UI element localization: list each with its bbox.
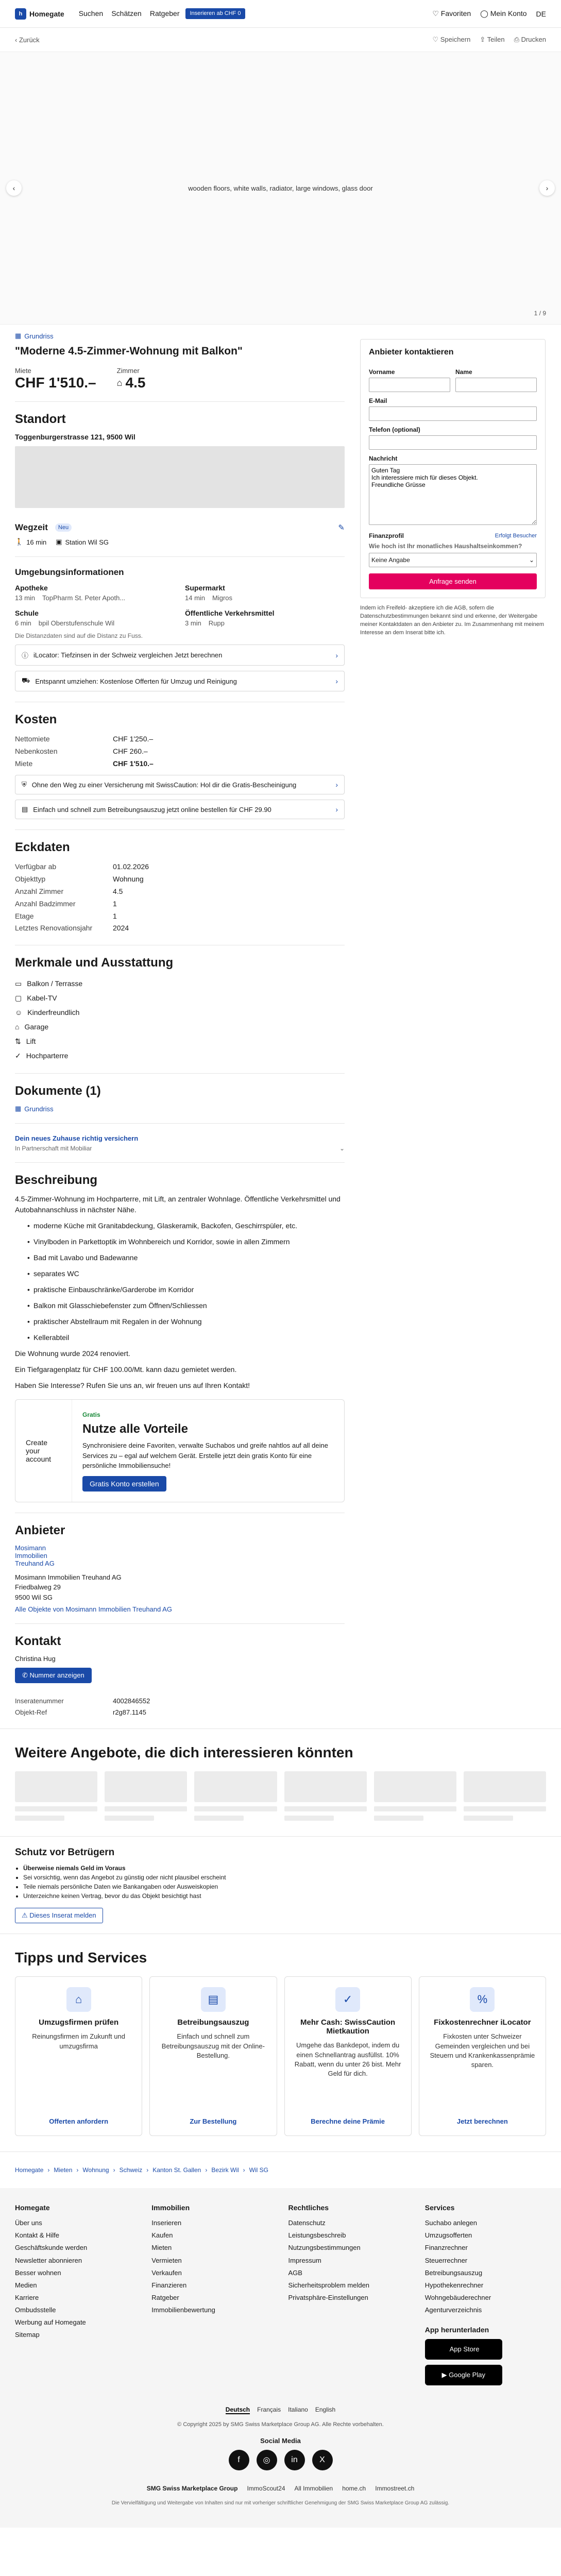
child-icon: ☺ bbox=[15, 1008, 23, 1017]
breadcrumb-item[interactable]: Kanton St. Gallen bbox=[152, 2166, 201, 2174]
balcony-icon: ▭ bbox=[15, 979, 22, 988]
footer-link[interactable]: Sitemap bbox=[15, 2330, 40, 2338]
breadcrumb-item[interactable]: Mieten bbox=[54, 2166, 73, 2174]
feature-row: Verfügbar ab 01.02.2026 bbox=[15, 862, 149, 871]
document-icon: ▤ bbox=[22, 805, 28, 814]
footer-link[interactable]: Medien bbox=[15, 2281, 37, 2289]
info-icon: ⓘ bbox=[22, 652, 29, 659]
floorplan-link[interactable]: ▦ Grundriss bbox=[15, 332, 54, 340]
rent-value: CHF 1'510.– bbox=[15, 375, 96, 391]
description-bullet: • praktischer Abstellraum mit Regalen in der Wohnung bbox=[27, 1316, 345, 1327]
contact-form: Anbieter kontaktieren Vorname Name E-Mail Telefon (optional) Nachricht Guten Tag Ich interessiere mich für dieses Objekt. Freundliche Grüsse Finanzprofil Erfolgt Besucher Wie hoch ist Ihr monatliches Haushaltseinkommen? Keine Angabe ⌄ Anfrage senden bbox=[360, 339, 546, 598]
firstname-input[interactable] bbox=[369, 378, 450, 392]
ref-row: Objekt-Ref r2g87.1145 bbox=[15, 1708, 146, 1717]
google-play-button[interactable]: ▶ Google Play bbox=[425, 2365, 502, 2385]
breadcrumb-item[interactable]: Schweiz bbox=[119, 2166, 143, 2174]
footer-link[interactable]: Finanzieren bbox=[151, 2281, 187, 2289]
tip-card[interactable]: ▤ Betreibungsauszug Einfach und schnell zum Betreibungsauszug mit der Online-Bestellung. Zur Bestellung bbox=[149, 1976, 277, 2136]
truck-icon: ⛟ bbox=[22, 676, 30, 684]
feature-row: Anzahl Zimmer 4.5 bbox=[15, 887, 123, 895]
warning-icon: ⚠ bbox=[22, 1911, 28, 1920]
lang-en[interactable]: English bbox=[315, 2405, 336, 2413]
account-link[interactable]: ◯ Mein Konto bbox=[480, 9, 527, 18]
amenity-item: Öffentliche Verkehrsmittel 3 min Rupp bbox=[185, 609, 275, 627]
contact-heading: Kontakt bbox=[15, 1634, 61, 1649]
fraud-tip: • Sei vorsichtig, wenn das Angebot zu günstig oder nicht plausibel erscheint bbox=[23, 1873, 546, 1882]
footer-link[interactable]: Sicherheitsproblem melden bbox=[288, 2281, 370, 2289]
new-badge: Neu bbox=[55, 523, 72, 532]
footer-link[interactable]: AGB bbox=[288, 2268, 302, 2277]
tip-card[interactable]: ⌂ Umzugsfirmen prüfen Reinungsfirmen im Zukunft und umzugsfirma Offerten anfordern bbox=[15, 1976, 142, 2136]
footer-link[interactable]: Umzugsofferten bbox=[424, 2231, 472, 2240]
lastname-input[interactable] bbox=[455, 378, 537, 392]
footer-link[interactable]: Verkaufen bbox=[151, 2268, 182, 2277]
address: Toggenburgerstrasse 121, 9500 Wil bbox=[15, 433, 135, 441]
features-heading: Eckdaten bbox=[15, 840, 70, 855]
calculator-icon: % bbox=[470, 1987, 495, 2012]
feature-row: Letztes Renovationsjahr 2024 bbox=[15, 924, 129, 933]
cost-row: Nettomiete CHF 1'250.– bbox=[15, 735, 154, 743]
footer-link[interactable]: Über uns bbox=[15, 2219, 42, 2227]
footer-link[interactable]: Impressum bbox=[288, 2256, 321, 2264]
social-heading: Social Media bbox=[260, 2436, 301, 2445]
lift-icon: ⇅ bbox=[15, 1037, 21, 1046]
instagram-icon[interactable]: ◎ bbox=[257, 2450, 277, 2470]
breadcrumb: Homegate › Mieten › Wohnung › Schweiz › Kanton St. Gallen › Bezirk Wil › Wil SG bbox=[0, 2151, 561, 2188]
lang-it[interactable]: Italiano bbox=[288, 2405, 308, 2413]
tip-link[interactable]: Jetzt berechnen bbox=[456, 2117, 508, 2126]
provider-address: Mosimann Immobilien Treuhand AG bbox=[15, 1573, 122, 1581]
description-paragraph: Ein Tiefgaragenplatz für CHF 100.00/Mt. kann dazu gemietet werden. bbox=[15, 1365, 237, 1374]
description-bullet: • Bad mit Lavabo und Badewanne bbox=[27, 1252, 345, 1263]
feature-row: Objekttyp Wohnung bbox=[15, 875, 144, 884]
footer-link[interactable]: Nutzungsbestimmungen bbox=[288, 2244, 361, 2252]
description-bullet: • moderne Küche mit Granitabdeckung, Glaskeramik, Backofen, Geschirrspüler, etc. bbox=[27, 1221, 345, 1231]
gallery-prev-icon[interactable]: ‹ bbox=[6, 180, 22, 196]
account-promo bbox=[15, 1399, 345, 1502]
rooms-value: 4.5 bbox=[125, 375, 146, 391]
chevron-right-icon: › bbox=[335, 651, 338, 659]
moving-promo[interactable]: ⛟ Entspannt umziehen: Kostenlose Offerten für Umzug und Reinigung › bbox=[15, 671, 345, 691]
ref-row: Inseratenummer 4002846552 bbox=[15, 1697, 150, 1705]
equipment-item: ✓ Hochparterre bbox=[15, 1048, 345, 1063]
description-bullet: • praktische Einbauschränke/Garderobe im Korridor bbox=[27, 1284, 345, 1295]
description-bullet: • separates WC bbox=[27, 1268, 345, 1279]
equipment-item: ▢ Kabel-TV bbox=[15, 991, 345, 1005]
inserieren-button[interactable]: Inserieren ab CHF 0 bbox=[185, 8, 245, 19]
submit-inquiry-button[interactable]: Anfrage senden bbox=[369, 573, 537, 589]
account-promo-label: Create your account bbox=[15, 1400, 72, 1502]
tip-card[interactable]: % Fixkostenrechner iLocator Fixkosten unter Schweizer Gemeinden vergleichen und bei Steuern und Krankenkassenprämie sparen. Jetzt berechnen bbox=[419, 1976, 546, 2136]
gallery-image-alt: wooden floors, white walls, radiator, large windows, glass door bbox=[188, 184, 373, 192]
amenity-item: Schule 6 min bpil Oberstufenschule Wil bbox=[15, 609, 115, 627]
description-bullet: • Kellerabteil bbox=[27, 1332, 345, 1343]
footer-link[interactable]: Besser wohnen bbox=[15, 2268, 61, 2277]
language-selector[interactable]: DE bbox=[536, 9, 546, 18]
equipment-item: ⌂ Garage bbox=[15, 1020, 345, 1034]
footer-link[interactable]: Werbung auf Homegate bbox=[15, 2318, 86, 2326]
chevron-right-icon: › bbox=[335, 781, 338, 789]
facebook-icon[interactable]: f bbox=[229, 2450, 249, 2470]
phone-input[interactable] bbox=[369, 435, 537, 450]
document-link[interactable]: ▦ Grundriss bbox=[15, 1105, 54, 1113]
offer-card-placeholder[interactable] bbox=[374, 1771, 456, 1821]
footer-link[interactable]: Datenschutz bbox=[288, 2219, 326, 2227]
footer-link[interactable]: Kaufen bbox=[151, 2231, 173, 2240]
tips-heading: Tipps und Services bbox=[15, 1950, 147, 1966]
footer-link[interactable]: Karriere bbox=[15, 2293, 39, 2301]
map[interactable] bbox=[15, 446, 345, 508]
report-listing-button[interactable]: ⚠ Dieses Inserat melden bbox=[15, 1908, 103, 1923]
ilocator-promo[interactable]: ⓘ iLocator: Tiefzinsen in der Schweiz vergleichen Jetzt berechnen › bbox=[15, 645, 345, 666]
group-link[interactable]: Immostreet.ch bbox=[375, 2484, 415, 2492]
description-heading: Beschreibung bbox=[15, 1173, 98, 1188]
footer-link[interactable]: Mieten bbox=[151, 2244, 172, 2252]
chevron-right-icon: › bbox=[335, 805, 338, 814]
document-icon: ▤ bbox=[201, 1987, 226, 2012]
account-promo-title: Nutze alle Vorteile bbox=[82, 1422, 188, 1436]
breadcrumb-item[interactable]: Wohnung bbox=[82, 2166, 109, 2174]
partner-text: In Partnerschaft mit Mobiliar bbox=[15, 1145, 92, 1153]
finance-link[interactable]: Erfolgt Besucher bbox=[495, 533, 537, 539]
tip-link[interactable]: Zur Bestellung bbox=[190, 2117, 237, 2126]
rooms-icon: ⌂ bbox=[116, 377, 123, 388]
feature-row: Anzahl Badzimmer 1 bbox=[15, 899, 117, 908]
footer-link[interactable]: Steuerrechner bbox=[424, 2256, 468, 2264]
footer-disclaimer: Die Vervielfältigung und Weitergabe von Inhalten sind nur mit vorheriger schriftlicher Genehmigung der SMG Swiss Marketplace Group AG zulässig. bbox=[111, 2500, 450, 2506]
footer-link[interactable]: Immobilienbewertung bbox=[151, 2306, 215, 2314]
email-input[interactable] bbox=[369, 406, 537, 421]
breadcrumb-item[interactable]: Wil SG bbox=[249, 2166, 268, 2174]
print-button[interactable]: ⎙ Drucken bbox=[514, 36, 546, 43]
nav-suchen[interactable]: Suchen bbox=[78, 9, 104, 18]
footer-link[interactable]: Ratgeber bbox=[151, 2293, 179, 2301]
offer-card-placeholder[interactable] bbox=[15, 1771, 97, 1821]
form-disclaimer: Indem ich Freifeld- akzeptiere ich die AGB, sofern die Datenschutzbestimmungen bekannt sind und erkenne, der Weitergabe meiner Kontaktdaten an den Anbieter zu. Im Zusammenhang mit meinem Interesse an dem Inserat bitte ich. bbox=[360, 605, 545, 636]
tv-icon: ▢ bbox=[15, 994, 22, 1003]
provider-all-listings-link[interactable]: Alle Objekte von Mosimann Immobilien Treuhand AG bbox=[15, 1605, 172, 1614]
free-tag: Gratis bbox=[82, 1411, 100, 1419]
more-offers-heading: Weitere Angebote, die dich interessieren könnten bbox=[15, 1744, 353, 1761]
footer-link[interactable]: Betreibungsauszug bbox=[424, 2268, 483, 2277]
train-icon: ▣ bbox=[56, 538, 62, 546]
copyright: © Copyright 2025 by SMG Swiss Marketplace Group AG. Alle Rechte vorbehalten. bbox=[177, 2421, 384, 2428]
commute-time: 16 min bbox=[26, 538, 47, 546]
favorites-link[interactable]: ♡ Favoriten bbox=[432, 9, 471, 18]
chevron-down-icon[interactable]: ⌄ bbox=[339, 1145, 345, 1153]
group-link[interactable]: ImmoScout24 bbox=[247, 2484, 285, 2492]
shield-icon: ⛨ bbox=[22, 781, 27, 789]
save-button[interactable]: ♡ Speichern bbox=[432, 36, 471, 43]
equipment-item: ⇅ Lift bbox=[15, 1034, 345, 1048]
fraud-tip: • Überweise niemals Geld im Voraus bbox=[23, 1863, 546, 1873]
group-link[interactable]: home.ch bbox=[342, 2484, 366, 2492]
equipment-heading: Merkmale und Ausstattung bbox=[15, 956, 174, 970]
footer-link[interactable]: Kontakt & Hilfe bbox=[15, 2231, 59, 2240]
provider-heading: Anbieter bbox=[15, 1523, 65, 1537]
document-icon: ▦ bbox=[15, 1105, 22, 1113]
show-number-button[interactable]: ✆ Nummer anzeigen bbox=[15, 1668, 92, 1683]
main-nav bbox=[79, 9, 186, 18]
equipment-item: ▭ Balkon / Terrasse bbox=[15, 976, 345, 991]
footer-link[interactable]: Ombudsstelle bbox=[15, 2306, 56, 2314]
nav-ratgeber[interactable]: Ratgeber bbox=[149, 9, 180, 18]
footer-link[interactable]: Suchabo anlegen bbox=[424, 2219, 477, 2227]
commute-destination: Station Wil SG bbox=[65, 538, 109, 546]
create-account-button[interactable]: Gratis Konto erstellen bbox=[82, 1476, 166, 1492]
footer-link[interactable]: Wohngebäuderechner bbox=[424, 2293, 491, 2301]
tip-card[interactable]: ✓ Mehr Cash: SwissCaution Mietkaution Umgehe das Bankdepot, indem du einen Schnellantrag ausfüllst. 10% Rabatt, wenn du unter 26 bist. Mehr Geld für dich. Berechne deine Prämie bbox=[284, 1976, 412, 2136]
top-header bbox=[0, 0, 561, 28]
fraud-tip: • Unterzeichne keinen Vertrag, bevor du das Objekt besichtigt hast bbox=[23, 1891, 546, 1901]
walk-icon: 🚶 bbox=[15, 538, 24, 546]
provider-name-link[interactable]: Mosimann Immobilien Treuhand AG bbox=[15, 1544, 55, 1567]
betreibung-promo[interactable]: ▤ Einfach und schnell zum Betreibungsauszug jetzt online bestellen für CHF 29.90 › bbox=[15, 800, 345, 819]
footer-link[interactable]: Leistungsbeschreib bbox=[288, 2231, 346, 2240]
income-select[interactable]: Keine Angabe ⌄ bbox=[369, 553, 537, 567]
back-link[interactable]: ‹ Zurück bbox=[15, 36, 40, 44]
rent-label: Miete bbox=[15, 367, 31, 375]
footer-link[interactable]: Newsletter abonnieren bbox=[15, 2256, 82, 2264]
cost-row: Nebenkosten CHF 260.– bbox=[15, 747, 148, 755]
lang-de[interactable]: Deutsch bbox=[225, 2405, 250, 2413]
x-icon[interactable]: X bbox=[312, 2450, 333, 2470]
chevron-down-icon: ⌄ bbox=[529, 556, 534, 564]
description-paragraph: Die Wohnung wurde 2024 renoviert. bbox=[15, 1349, 130, 1358]
linkedin-icon[interactable]: in bbox=[284, 2450, 305, 2470]
cost-row: Miete CHF 1'510.– bbox=[15, 759, 154, 768]
chevron-right-icon: › bbox=[335, 677, 338, 685]
footer-link[interactable]: Privatsphäre-Einstellungen bbox=[288, 2293, 368, 2301]
footer-link[interactable]: Finanzrechner bbox=[424, 2244, 468, 2252]
message-input[interactable] bbox=[369, 464, 537, 525]
description-intro: 4.5-Zimmer-Wohnung im Hochparterre, mit Lift, an zentraler Wohnlage. Öffentliche Verkehrsmittel und Autobahnanschluss in nächster Nähe. bbox=[15, 1195, 341, 1214]
footer-language-switch bbox=[15, 2406, 546, 2414]
amenity-item: Supermarkt 14 min Migros bbox=[185, 584, 233, 602]
footer-link[interactable]: Agenturverzeichnis bbox=[424, 2306, 482, 2314]
footer-link[interactable]: Hypothekenrechner bbox=[424, 2281, 484, 2289]
swisscaution-promo[interactable]: ⛨ Ohne den Weg zu einer Versicherung mit SwissCaution: Hol dir die Gratis-Bescheinigung › bbox=[15, 775, 345, 794]
image-gallery[interactable] bbox=[0, 52, 561, 325]
lang-fr[interactable]: Français bbox=[257, 2405, 281, 2413]
tip-link[interactable]: Berechne deine Prämie bbox=[311, 2117, 385, 2126]
homegate-logo-icon: h bbox=[15, 8, 26, 20]
gallery-next-icon[interactable]: › bbox=[539, 180, 555, 196]
listing-actions-bar bbox=[0, 28, 561, 52]
logo[interactable]: h Homegate bbox=[15, 8, 64, 20]
documents-heading: Dokumente (1) bbox=[15, 1084, 101, 1098]
insurance-link[interactable]: Dein neues Zuhause richtig versichern bbox=[15, 1134, 139, 1143]
provider-address: 9500 Wil SG bbox=[15, 1593, 53, 1601]
breadcrumb-item[interactable]: Bezirk Wil bbox=[211, 2166, 239, 2174]
costs-heading: Kosten bbox=[15, 713, 57, 726]
amenity-item: Apotheke 13 min TopPharm St. Peter Apoth... bbox=[15, 584, 126, 602]
listing-title: "Moderne 4.5-Zimmer-Wohnung mit Balkon" bbox=[15, 345, 243, 357]
play-icon: ▶ bbox=[441, 2370, 447, 2379]
description-bullet: • Vinylboden in Parkettoptik im Wohnbereich und Korridor, sowie in allen Zimmern bbox=[27, 1236, 345, 1247]
check-icon: ✓ bbox=[335, 1987, 360, 2012]
fraud-heading: Schutz vor Betrügern bbox=[15, 1847, 115, 1858]
document-icon: ▦ bbox=[15, 332, 22, 340]
footer-link[interactable]: Geschäftskunde werden bbox=[15, 2244, 88, 2252]
account-promo-text: Synchronisiere deine Favoriten, verwalte Suchabos und greife nahtlos auf all deine Services zu – egal auf welchem Gerät. Erstelle jetzt dein gratis Konto für eine persönliche Immobiliensuche! bbox=[82, 1442, 328, 1470]
group-link[interactable]: All Immobilien bbox=[294, 2484, 333, 2492]
footer-link[interactable]: Inserieren bbox=[151, 2219, 182, 2227]
offer-card-placeholder[interactable] bbox=[284, 1771, 367, 1821]
moving-icon: ⌂ bbox=[66, 1987, 91, 2012]
rooms-label: Zimmer bbox=[116, 367, 140, 375]
group-links: SMG Swiss Marketplace Group ImmoScout24 All Immobilien home.ch Immostreet.ch bbox=[146, 2484, 415, 2492]
equipment-item: ☺ Kinderfreundlich bbox=[15, 1005, 345, 1020]
feature-row: Etage 1 bbox=[15, 911, 117, 920]
description-bullet: • Balkon mit Glasschiebefenster zum Öffnen/Schliessen bbox=[27, 1300, 345, 1311]
nav-schaetzen[interactable]: Schätzen bbox=[111, 9, 142, 18]
share-button[interactable]: ⇪ Teilen bbox=[480, 36, 505, 43]
amenities-heading: Umgebungsinformationen bbox=[15, 567, 124, 577]
app-store-button[interactable]: App Store bbox=[425, 2339, 502, 2360]
offer-card-placeholder[interactable] bbox=[194, 1771, 277, 1821]
tip-link[interactable]: Offerten anfordern bbox=[49, 2117, 109, 2126]
amenities-note: Die Distanzdaten sind auf die Distanz zu Fuss. bbox=[15, 632, 143, 639]
breadcrumb-item[interactable]: Homegate bbox=[15, 2166, 44, 2174]
footer-link[interactable]: Vermieten bbox=[151, 2256, 182, 2264]
garage-icon: ⌂ bbox=[15, 1023, 20, 1031]
fraud-tip: • Teile niemals persönliche Daten wie Bankangaben oder Ausweiskopien bbox=[23, 1882, 546, 1891]
edit-icon[interactable]: ✎ bbox=[338, 523, 345, 532]
commute-title: Wegzeit bbox=[15, 522, 48, 532]
contact-person: Christina Hug bbox=[15, 1655, 56, 1663]
check-icon: ✓ bbox=[15, 1052, 21, 1060]
form-heading: Anbieter kontaktieren bbox=[369, 348, 454, 357]
offer-card-placeholder[interactable] bbox=[105, 1771, 187, 1821]
provider-address: Friedbalweg 29 bbox=[15, 1583, 61, 1591]
gallery-counter: 1 / 9 bbox=[534, 310, 546, 317]
footer: Homegate Über uns Kontakt & Hilfe Geschäftskunde werden Newsletter abonnieren Besser wohnen Medien Karriere Ombudsstelle Werbung auf Homegate Sitemap Immobilien Inserieren Kaufen Mieten Vermieten Verkaufen Finanzieren Ratgeber Immobilienbewertung Rechtliches Datenschutz Leistungsbeschreib Nutzungsbestimmungen Impressum AGB Sicherheitsproblem melden Privatsphäre-Einstellungen Services Suchabo anlegen Umzugsofferten Finanzrechner Steuerrechner Betreibungsauszug Hypothekenrechner Wohngebäuderechner Agenturverzeichnis App herunterladen App Store ▶ Google Play Deutsch Français Italiano English © Copyright 2025 by SMG Swiss Marketplace Group AG. Alle Rechte vorbehalten. Social Media f ◎ in X SMG Swiss Marketplace Group ImmoScout24 All Immobilien home.ch Immostreet.ch Die Vervielfältigung und Weitergabe von Inhalten sind nur mit vorheriger schriftlicher Genehmigung der SMG Swiss Marketplace Group AG zulässig. bbox=[0, 2188, 561, 2527]
location-heading: Standort bbox=[15, 412, 66, 426]
description-paragraph: Haben Sie Interesse? Rufen Sie uns an, wir freuen uns auf Ihren Kontakt! bbox=[15, 1381, 250, 1390]
offer-card-placeholder[interactable] bbox=[464, 1771, 546, 1821]
